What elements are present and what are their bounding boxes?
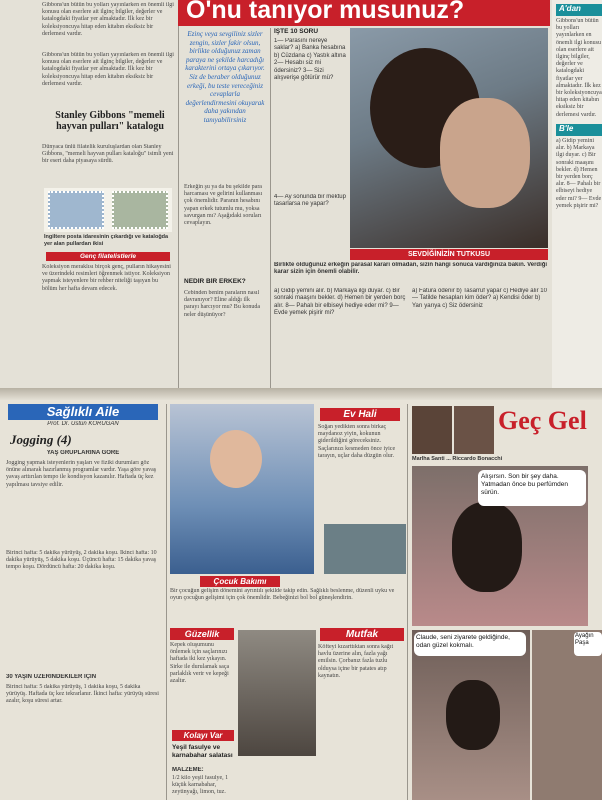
- headline: O'nu tanıyor musunuz?: [186, 0, 465, 24]
- divider: [178, 0, 179, 388]
- jogging-text-3: Birinci hafta: 5 dakika yürüyüş, 1 dakika koşu, 5 dakika yürüyüş. Haftada üç kez tekrarlanır. İkinci hafta: yürüyüş süresi azalır, koşu süresi artar.: [6, 684, 159, 705]
- speech-bubble-3: Ayağın Paşa: [574, 632, 602, 656]
- evhali-title: Ev Hali: [320, 408, 400, 421]
- baby-head-shape: [210, 430, 262, 488]
- panel-1-hair-shape: [452, 502, 522, 592]
- answers-text-2: a) Fatura ödenir b) Tasarruf yapar c) Hediye alır 10— Tatilde hesapları kim öder? a) Kendisi öder b) Yarı yarıya c) Siz ödersiniz: [412, 288, 547, 309]
- right-a-header: A'dan: [556, 4, 602, 16]
- kolay-text: 1/2 kilo yeşil fasulye, 1 küçük karnabahar, zeytinyağı, limon, tuz.: [172, 775, 229, 796]
- baby-photo: [170, 404, 314, 574]
- left-intro-text-2: Gibbons'un bütün bu yolları yayınlarken en önemli ilgi konusu olan eserlere ait ilginç bilgiler, değerler ve katalogdaki fiyatlar yer almaktadır. İlk kez bir koleksiyoncuya hitap eden kitabın eksiksiz bir derlemesi vardır.: [42, 52, 174, 87]
- saglik-author: Prof. Dr. Üstün KORUGAN: [47, 421, 119, 427]
- below-photo-text: Birlikte olduğunuz erkeğin parasal kararı olmadan, sizin hangi sonuca vardığınıza bakın. Verdiği karar sizin için önemli olabilir.: [274, 262, 548, 276]
- gec-cast: Marlha Santi ... Riccardo Bonacchi: [412, 456, 503, 462]
- mutfak-text: Köfteyi kızarttıktan sonra kağıt havlu üzerine alın, fazla yağı emilsin. Çorbanız fazla tuzlu olduysa içine bir patates atıp kaynatın.: [318, 644, 394, 679]
- intro-quote: Ezinç veya sevgiliniz sizler zengin, sizler fakir olsun, birlikte olduğunuz zaman paraya ne şekilde harcadığı karakterini ortaya çıkarıyor. Siz de beraber olduğunuz erkeği, bu teste vereceğiniz cevaplarla değerlendirmesini okuyarak daha yakından tanıyabilirsiniz: [185, 30, 265, 124]
- stanley-text: Dünyaca ünlü filatelik kuruluşlardan olan Stanley Gibbons, "memeli hayvan pulları kataloğu" isimli yeni bir eseri daha piyasaya sürdü.: [42, 144, 174, 165]
- jogging-title: Jogging (4): [10, 432, 72, 447]
- test-column: [272, 28, 348, 248]
- saglik-column: [0, 400, 166, 800]
- stanley-title: Stanley Gibbons "memeli hayvan pulları" katalogu: [55, 110, 165, 132]
- stamp-caption: İngiltere posta idaresinin çıkardığı ve kataloğda yer alan pullardan ikisi: [44, 234, 169, 247]
- jogging-text: Jogging yapmak isteyenlerin yaşları ve fiziki durumları göz önüne alınarak hazırlanmış programlar vardır. Yaşa göre yavaş yavaş arttırılan tempo ile kondisyon kazanılır. Haftada üç kez yapılması tavsiye edilir.: [6, 460, 157, 488]
- stamp-dog-image-2: [112, 191, 168, 229]
- right-b-text: a) Gidip yemini alır. b) Markaya ilgi duyar. c) Bir sonraki maaşını bekler. d) Hemen bir yerden borç alır. 8— Pahalı bir elbiseyi hediye eder mi? 9— Evde yemek pişirir mi?: [556, 138, 602, 209]
- kolay-recipe: Yeşil fasulye ve karnabahar salatası: [172, 744, 233, 759]
- test-text: 1— Parasını nereye saklar? a) Banka hesabına b) Cüzdana c) Yastık altına 2— Hesabı siz mi ödersiniz? 3— Sizi alışverişe götürür mü?: [274, 38, 346, 82]
- panel-2-hair-shape: [446, 680, 500, 750]
- kolay-sub: MALZEME:: [172, 767, 204, 773]
- cocuk-title: Çocuk Bakımı: [200, 576, 280, 587]
- stamp-dog-image: [48, 191, 104, 229]
- kolay-title: Kolayı Var: [172, 730, 234, 741]
- photo-caption: SEVDİĞİNİZİN TUTKUSU: [350, 249, 548, 260]
- intro-column: [182, 28, 268, 388]
- jogging-sub-2: 30 YAŞIN ÜZERİNDEKİLER İÇİN: [6, 674, 97, 680]
- guzellik-title: Güzellik: [170, 628, 234, 640]
- guzellik-photo: [238, 630, 316, 756]
- divider: [166, 404, 167, 800]
- gec-gel-section: [408, 404, 602, 800]
- page-fold: [0, 388, 602, 400]
- jogging-text-2: Birinci hafta: 5 dakika yürüyüş, 2 dakika koşu. İkinci hafta: 10 dakika yürüyüş, 5 dakika koşu. Üçüncü hafta: 15 dakika yavaş tempo koşu. Dördüncü hafta: 20 dakika koşu.: [6, 550, 157, 571]
- test-q4: 4— Ay sonunda bir mektup tasarlarsa ne yapar?: [274, 194, 346, 208]
- mutfak-title: Mutfak: [320, 628, 404, 641]
- cocuk-text: Bir çocuğun gelişim dönemini ayrıntılı şekilde takip edin. Sağlıklı beslenme, düzenli uyku ve oyun çocuğun gelişimi için çok önemlidir. Bebeğinizi bol bol güneşlendirin.: [170, 588, 395, 602]
- neden-text: Cebinden benim paraların nasıl davranıyor? Eline aldığı ilk parayı harcıyor mu? Bu konuda neler düşünüyor?: [184, 290, 260, 318]
- test-title: İŞTE 10 SORU: [274, 28, 319, 35]
- man-face-shape: [440, 98, 530, 208]
- left-column: [38, 0, 178, 388]
- speech-bubble-1: Alışırsın. Son bir şey daha. Yatmadan önce bu perfümden sürün.: [478, 470, 586, 506]
- right-a-text: Gibbons'un bütün bu yolları yayınlarken en önemli ilgi konusu olan eserlere ait ilginç bilgiler, değerler ve katalogdaki fiyatlar yer almaktadır. İlk kez bir koleksiyoncuya hitap eden kitabın eksiksiz bir derlemesi vardır.: [556, 18, 602, 118]
- guzellik-text: Kepek oluşumunu önlemek için saçlarınızı haftada iki kez yıkayın. Sirke ile durulamak saça parlaklık verir ve kepeği azaltır.: [170, 642, 230, 685]
- neden-title: NEDİR BİR ERKEK?: [184, 278, 246, 285]
- jogging-sub: YAŞ GRUPLARINA GÖRE: [46, 450, 120, 456]
- divider: [270, 28, 271, 388]
- genc-label: Genç filatelistlerle: [46, 252, 170, 261]
- right-edge-column: [552, 0, 602, 388]
- genc-text: Koleksiyon meraklısı birçok genç, pulların hikayesini ve üzerindeki resimleri öğrenmek istiyor. Koleksiyon yapmak isteyenlere bir rehber niteliği taşıyan bu bölüm her hafta devam edecek.: [42, 264, 171, 292]
- intro-body: Erkeğin şu ya da bu şekilde para harcaması ve gelirini kullanması çok önemlidir. Paranın hesabını yapan erkek tutumlu mu, yoksa savurgan mı? Aşağıdaki soruları cevaplayın.: [184, 184, 263, 227]
- right-b-header: B'le: [556, 124, 602, 136]
- evhali-photo: [324, 524, 406, 574]
- cast-photo-1: [412, 406, 452, 454]
- headline-bar: [178, 0, 550, 26]
- left-intro-text: Gibbons'un bütün bu yolları yayınlarken en önemli ilgi konusu olan eserlere ait ilginç bilgiler, değerler ve katalogdaki fiyatlar yer almaktadır. İlk kez bir koleksiyoncuya hitap eden kitabın eksiksiz bir derlemesi vardır.: [42, 2, 174, 37]
- stamp-images: [44, 188, 172, 232]
- speech-bubble-2: Claude, seni ziyarete geldiğinde, odan güzel kokmalı.: [414, 632, 526, 656]
- saglik-title: Sağlıklı Aile: [8, 404, 158, 420]
- answers-text: a) Gidip yemini alır. b) Markaya ilgi duyar. c) Bir sonraki maaşını bekler. d) Hemen bir yerden borç alır. 8— Pahalı bir elbiseyi hediye eder mi? 9— Evde yemek pişirir mi?: [274, 288, 406, 317]
- cast-photo-2: [454, 406, 494, 454]
- evhali-text: Soğan yedikten sonra birkaç maydanoz yiyin, kokunun giderildiğini göreceksiniz. Saçlarınızı kesmeden önce iyice tarayın, uçlar daha düzgün olur.: [318, 424, 396, 459]
- couple-photo: [350, 28, 548, 248]
- gec-title: Geç Gel: [498, 406, 587, 435]
